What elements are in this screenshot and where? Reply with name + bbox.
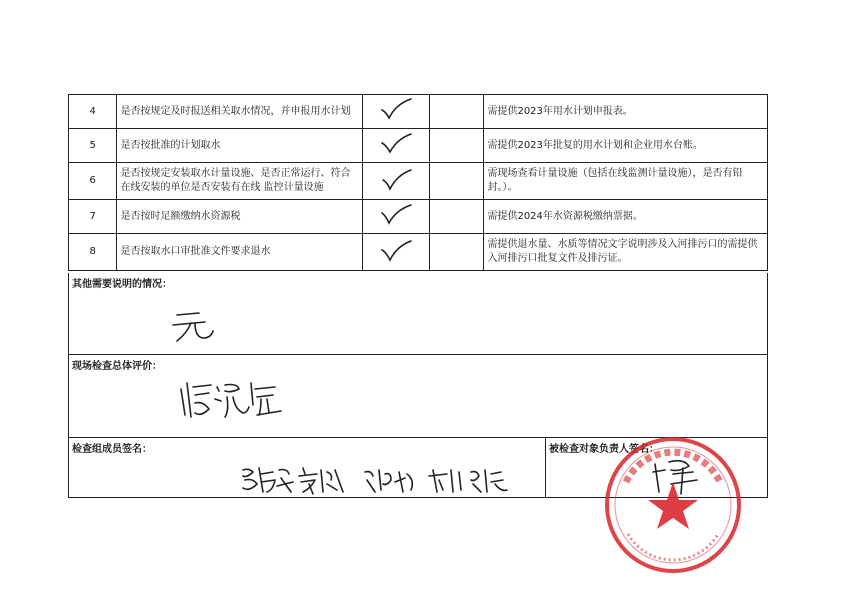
row-note: 需提供2023年批复的用水计划和企业用水台账。: [484, 129, 768, 163]
row-number: 6: [69, 163, 117, 200]
row-item: 是否按时足额缴纳水资源税: [117, 200, 362, 234]
check-mark-icon: [362, 200, 429, 234]
other-notes-box: [68, 273, 768, 355]
check-mark-icon: [362, 129, 429, 163]
table-row: [69, 95, 768, 129]
row-note: 需提供2024年水资源税缴纳票据。: [484, 200, 768, 234]
row-note: 需现场查看计量设施（包括在线监测计量设施），是否有铅封。）。: [484, 163, 768, 200]
inspection-checklist-table: [68, 94, 768, 271]
blank-cell: [429, 163, 484, 200]
blank-cell: [429, 95, 484, 129]
handwritten-none: [169, 305, 229, 345]
row-number: 5: [69, 129, 117, 163]
row-note: 需提供退水量、水质等情况文字说明涉及入河排污口的需提供入河排污口批复文件及排污证。: [484, 234, 768, 271]
check-mark-icon: [362, 234, 429, 271]
blank-cell: [429, 200, 484, 234]
table-row: [69, 129, 768, 163]
row-number: 7: [69, 200, 117, 234]
row-number: 8: [69, 234, 117, 271]
official-seal-icon: [598, 430, 748, 580]
row-item: 是否按规定安装取水计量设施、是否正常运行、符合在线安装的单位是否安装有在线 监控计量设施: [117, 163, 362, 200]
row-number: 4: [69, 95, 117, 129]
other-notes-label: 其他需要说明的情况：: [72, 279, 172, 290]
check-mark-icon: [362, 95, 429, 129]
inspector-signatures: [239, 462, 529, 496]
signers-label: 检查组成员签名：: [72, 444, 152, 455]
check-mark-icon: [362, 163, 429, 200]
overall-evaluation-label: 现场检查总体评价：: [72, 361, 162, 372]
row-item: 是否按规定及时报送相关取水情况，并申报用水计划: [117, 95, 362, 129]
overall-evaluation-box: [68, 355, 768, 438]
row-note: 需提供2023年用水计划申报表。: [484, 95, 768, 129]
row-item: 是否按批准的计划取水: [117, 129, 362, 163]
inspected-party-label: 被检查对象负责人签名：: [549, 444, 659, 455]
table-row: [69, 200, 768, 234]
row-item: 是否按取水口审批准文件要求退水: [117, 234, 362, 271]
blank-cell: [429, 234, 484, 271]
table-row: [69, 234, 768, 271]
table-row: [69, 163, 768, 200]
handwritten-evaluation: [177, 375, 287, 421]
blank-cell: [429, 129, 484, 163]
signature-divider: [545, 438, 546, 497]
